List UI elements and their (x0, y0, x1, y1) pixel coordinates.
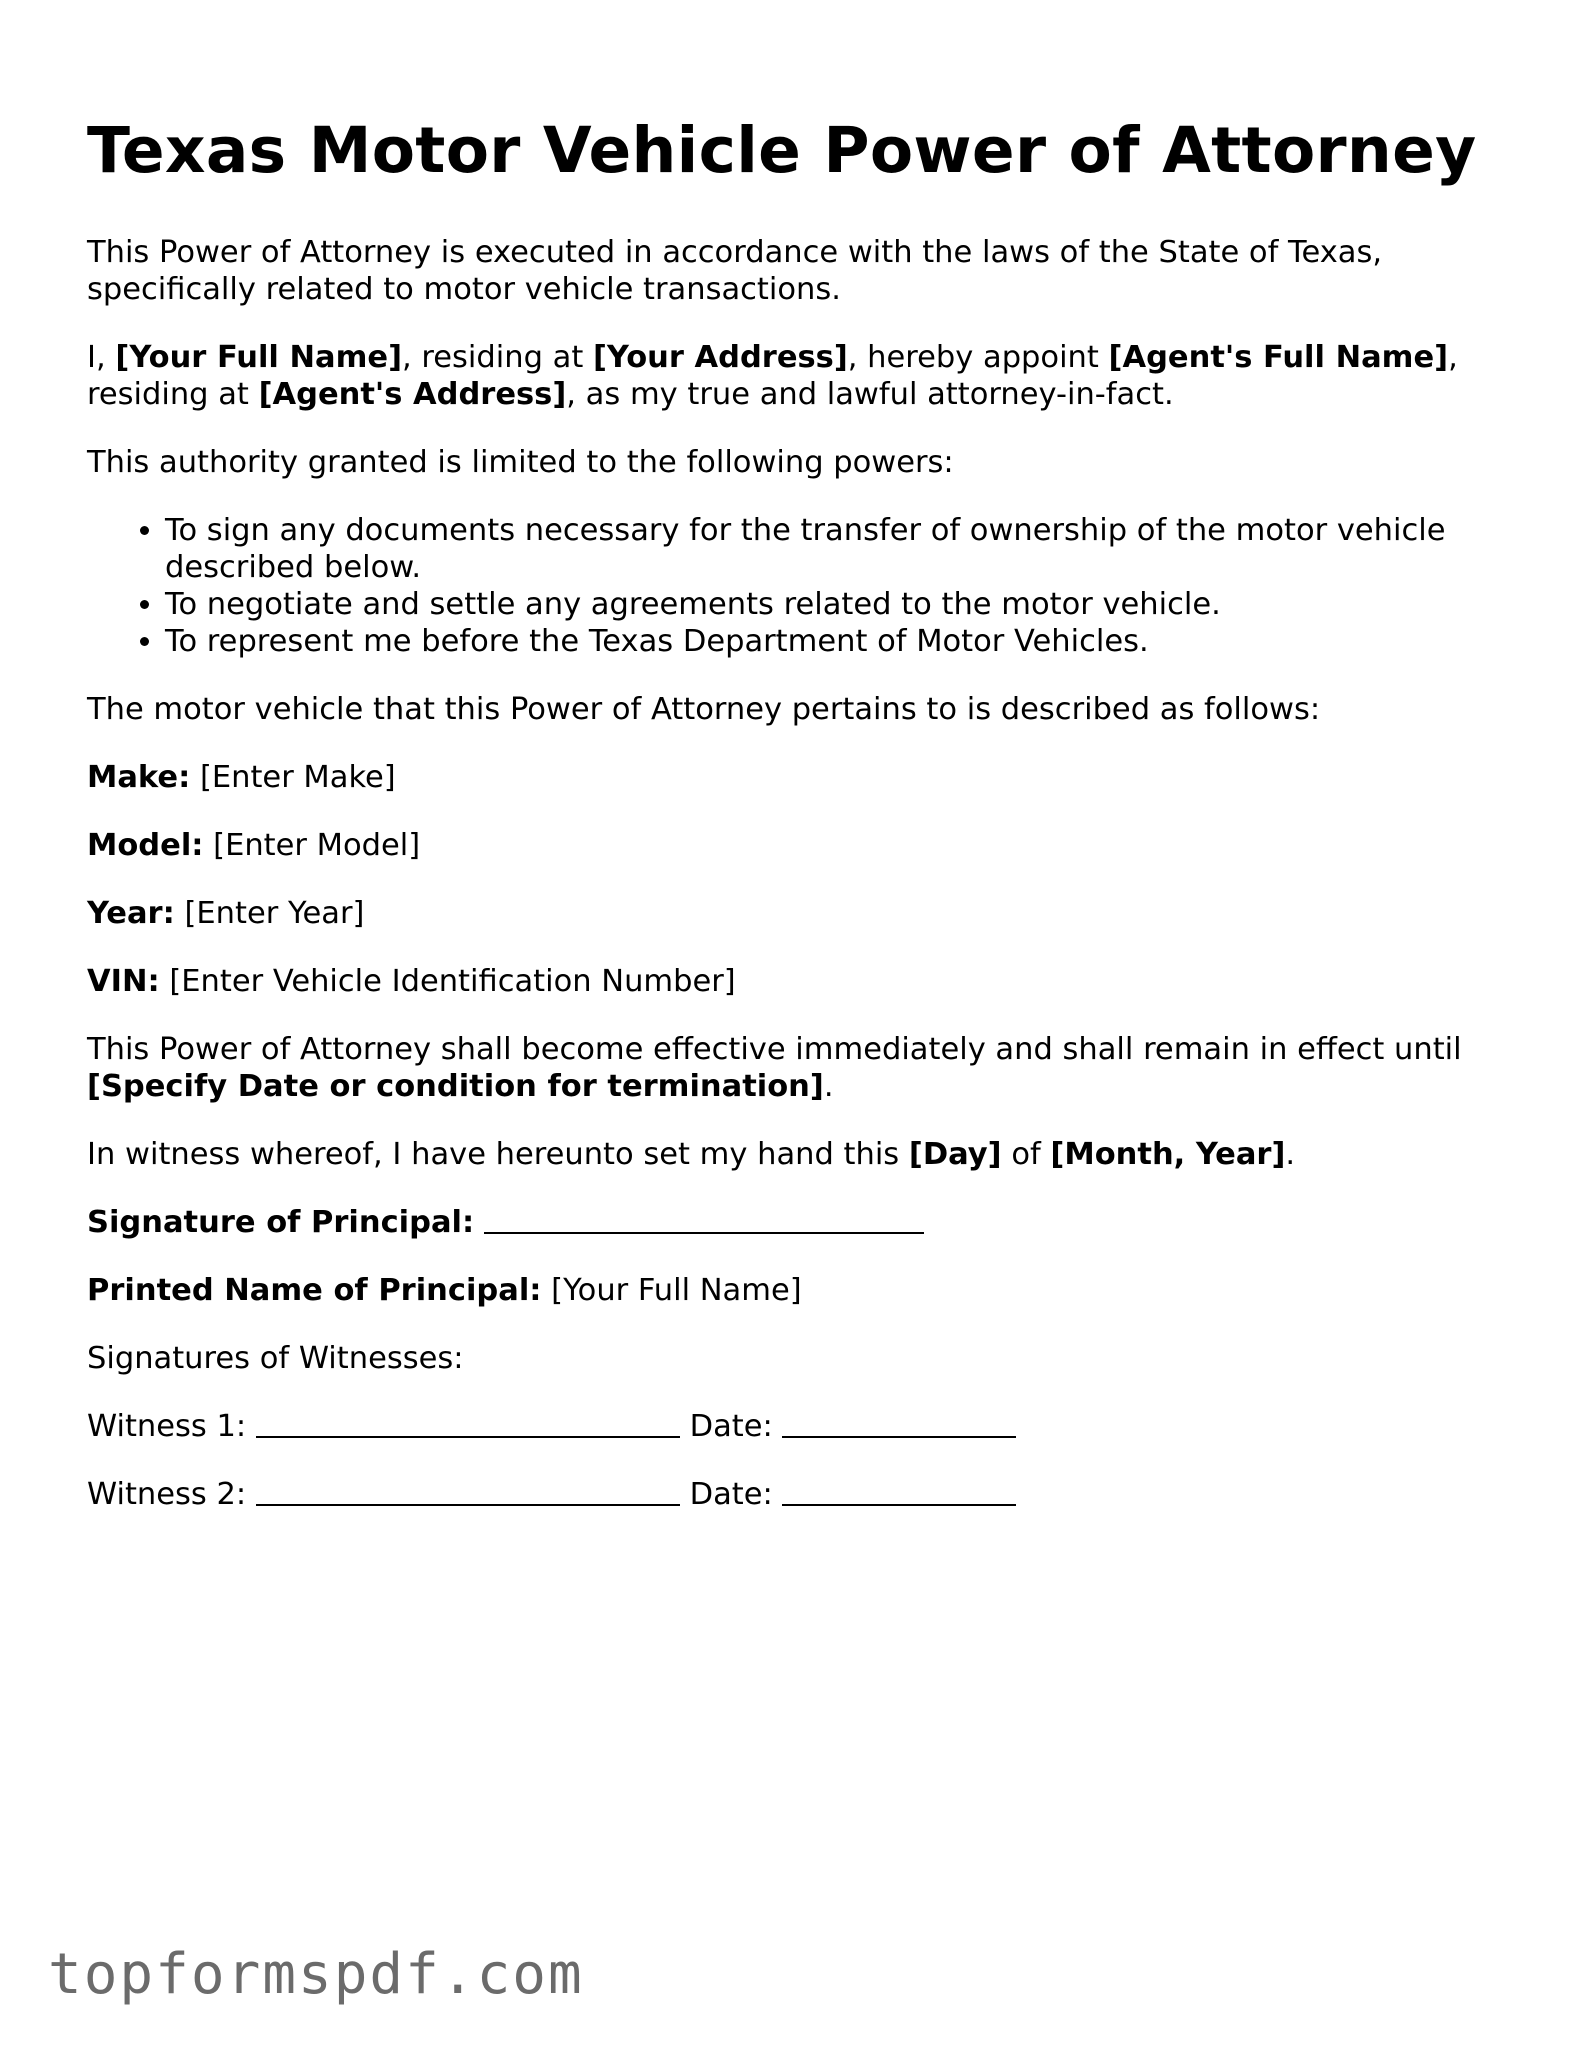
witness-clause-end: . (1285, 1137, 1296, 1172)
power-item: • To represent me before the Texas Department of Motor Vehicles. (165, 623, 1507, 660)
powers-intro: This authority granted is limited to the following powers: (87, 445, 954, 480)
power-item: • To negotiate and settle any agreements related to the motor vehicle. (165, 586, 1507, 623)
appointment-text-3: , residing at (87, 340, 1458, 412)
appointment-text-4: , as my true and lawful attorney-in-fact. (566, 377, 1174, 412)
appointment-paragraph (87, 339, 1507, 413)
day-placeholder: [Day] (908, 1137, 1002, 1172)
principal-printed-name-row (87, 1272, 1507, 1309)
power-item: • To sign any documents necessary for the transfer of ownership of the motor vehicle described below. (165, 512, 1507, 586)
model-label: Model: (87, 828, 204, 863)
make-value: [Enter Make] (190, 760, 396, 795)
appointment-prefix: I, (87, 340, 116, 375)
powers-list (87, 512, 1507, 660)
witness-2-label: Witness 2: (87, 1477, 247, 1512)
year-label: Year: (87, 896, 175, 931)
principal-name-placeholder: [Your Full Name] (115, 340, 403, 375)
make-label: Make: (87, 760, 191, 795)
effective-end: . (823, 1069, 834, 1104)
year-value: [Enter Year] (174, 896, 365, 931)
vin-label: VIN: (87, 964, 160, 999)
model-value: [Enter Model] (203, 828, 421, 863)
month-year-placeholder: [Month, Year] (1050, 1137, 1286, 1172)
printed-name-value: [Your Full Name] (541, 1273, 802, 1308)
witness-1-date-label: Date: (689, 1409, 773, 1444)
principal-signature-row (87, 1204, 1507, 1241)
effective-paragraph (87, 1031, 1507, 1105)
witness-clause-text-1: In witness whereof, I have hereunto set my hand this (87, 1137, 909, 1172)
intro-paragraph: This Power of Attorney is executed in accordance with the laws of the State of Texas, specifically related to motor vehicle transactions. (87, 235, 1383, 307)
vehicle-vin (87, 963, 1507, 1000)
appointment-text-1: , residing at (402, 340, 593, 375)
witness-2-date-line[interactable] (782, 1478, 1016, 1506)
effective-text: This Power of Attorney shall become effective immediately and shall remain in effect until (87, 1032, 1462, 1067)
vin-value: [Enter Vehicle Identification Number] (159, 964, 736, 999)
witnesses-heading: Signatures of Witnesses: (87, 1341, 464, 1376)
witness-2-date-label: Date: (689, 1477, 773, 1512)
witness-1-row (87, 1408, 1507, 1445)
vehicle-model (87, 827, 1507, 864)
principal-address-placeholder: [Your Address] (592, 340, 848, 375)
document-page (87, 112, 1507, 1513)
watermark: topformspdf.com (48, 1942, 584, 2007)
witness-clause (87, 1136, 1507, 1173)
agent-name-placeholder: [Agent's Full Name] (1108, 340, 1449, 375)
vehicle-make (87, 759, 1507, 796)
termination-condition-placeholder: [Specify Date or condition for termination] (87, 1069, 824, 1104)
vehicle-intro: The motor vehicle that this Power of Attorney pertains to is described as follows: (87, 692, 1321, 727)
principal-signature-line[interactable] (484, 1206, 924, 1234)
agent-address-placeholder: [Agent's Address] (258, 377, 567, 412)
witness-1-signature-line[interactable] (256, 1410, 680, 1438)
witness-2-signature-line[interactable] (256, 1478, 680, 1506)
appointment-text-2: , hereby appoint (847, 340, 1109, 375)
witness-clause-text-2: of (1001, 1137, 1051, 1172)
document-title: Texas Motor Vehicle Power of Attorney (87, 114, 1477, 187)
witness-1-label: Witness 1: (87, 1409, 247, 1444)
printed-name-label: Printed Name of Principal: (87, 1273, 542, 1308)
principal-signature-label: Signature of Principal: (87, 1205, 475, 1240)
witness-1-date-line[interactable] (782, 1410, 1016, 1438)
witness-2-row (87, 1476, 1507, 1513)
vehicle-year (87, 895, 1507, 932)
